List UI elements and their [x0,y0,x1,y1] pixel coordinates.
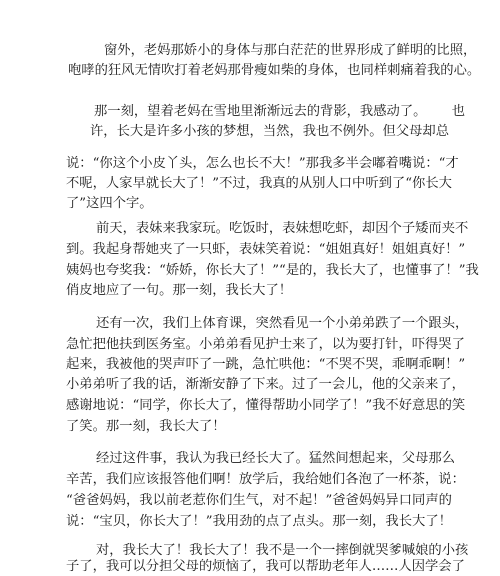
text-line: 咆哮的狂风无情吹打着老妈那骨瘦如柴的身体，也同样刺痛着我的心。 [68,63,481,78]
text-line: 那一刻，望着老妈在雪地里渐渐远去的背影，我感动了。 也 [94,104,466,119]
text-line: 说：“宝贝，你长大了！”我用劲的点了点头。那一刻，我长大了！ [66,514,452,529]
text-line: 许，长大是许多小孩的梦想，当然，我也不例外。但父母却总 [90,124,450,139]
text-line: 还有一次，我们上体育课，突然看见一个小弟弟跌了一个跟头， [96,316,469,331]
text-line: 前天，表妹来我家玩。吃饭时，表妹想吃虾，却因个子矮而夹不 [96,221,469,236]
text-line: 不呢，人家早就长大了！”不过，我真的从别人口中听到了“你长大 [66,176,452,191]
text-line: 急忙把他扶到医务室。小弟弟看见护士来了，以为要打针，吓得哭了 [66,337,465,352]
text-line: 到。我起身帮她夹了一只虾，表妹笑着说：“姐姐真好！姐姐真好！” [66,242,466,257]
text-line: 了”这四个字。 [66,196,153,211]
text-line: 小弟弟听了我的话，渐渐安静了下来。过了一会儿，他的父亲来了， [66,377,465,392]
text-line: 姨妈也夸奖我：“娇娇，你长大了！”“是的，我长大了，也懂事了！”我 [66,263,479,278]
text-line: 感谢地说：“同学，你长大了，懂得帮助小同学了！”我不好意思的笑 [66,398,466,413]
text-line: “爸爸妈妈，我以前老惹你们生气，对不起！”爸爸妈妈异口同声的 [66,493,452,508]
text-line: 窗外，老妈那娇小的身体与那白茫茫的世界形成了鲜明的比照， [104,43,477,58]
text-line: 了笑。那一刻，我长大了！ [66,419,226,434]
text-line: 子了，我可以分担父母的烦恼了，我可以帮助老年人……人因学会了 [66,559,465,574]
text-line: 对，我长大了！我长大了！我不是一个一摔倒就哭爹喊娘的小孩 [96,543,469,558]
text-line: 说：“你这个小皮丫头，怎么也长不大！”那我多半会嘟着嘴说：“才 [66,156,459,171]
text-line: 俏皮地应了一句。那一刻，我长大了！ [66,283,293,298]
text-line: 起来，我被他的哭声吓了一跳，急忙哄他：“不哭不哭，乖啊乖啊！” [66,357,466,372]
text-line: 辛苦，我们应该报答他们啊！放学后，我给她们各泡了一杯茶，说： [66,472,465,487]
text-line: 经过这件事，我认为我已经长大了。猛然间想起来，父母那么 [96,451,456,466]
